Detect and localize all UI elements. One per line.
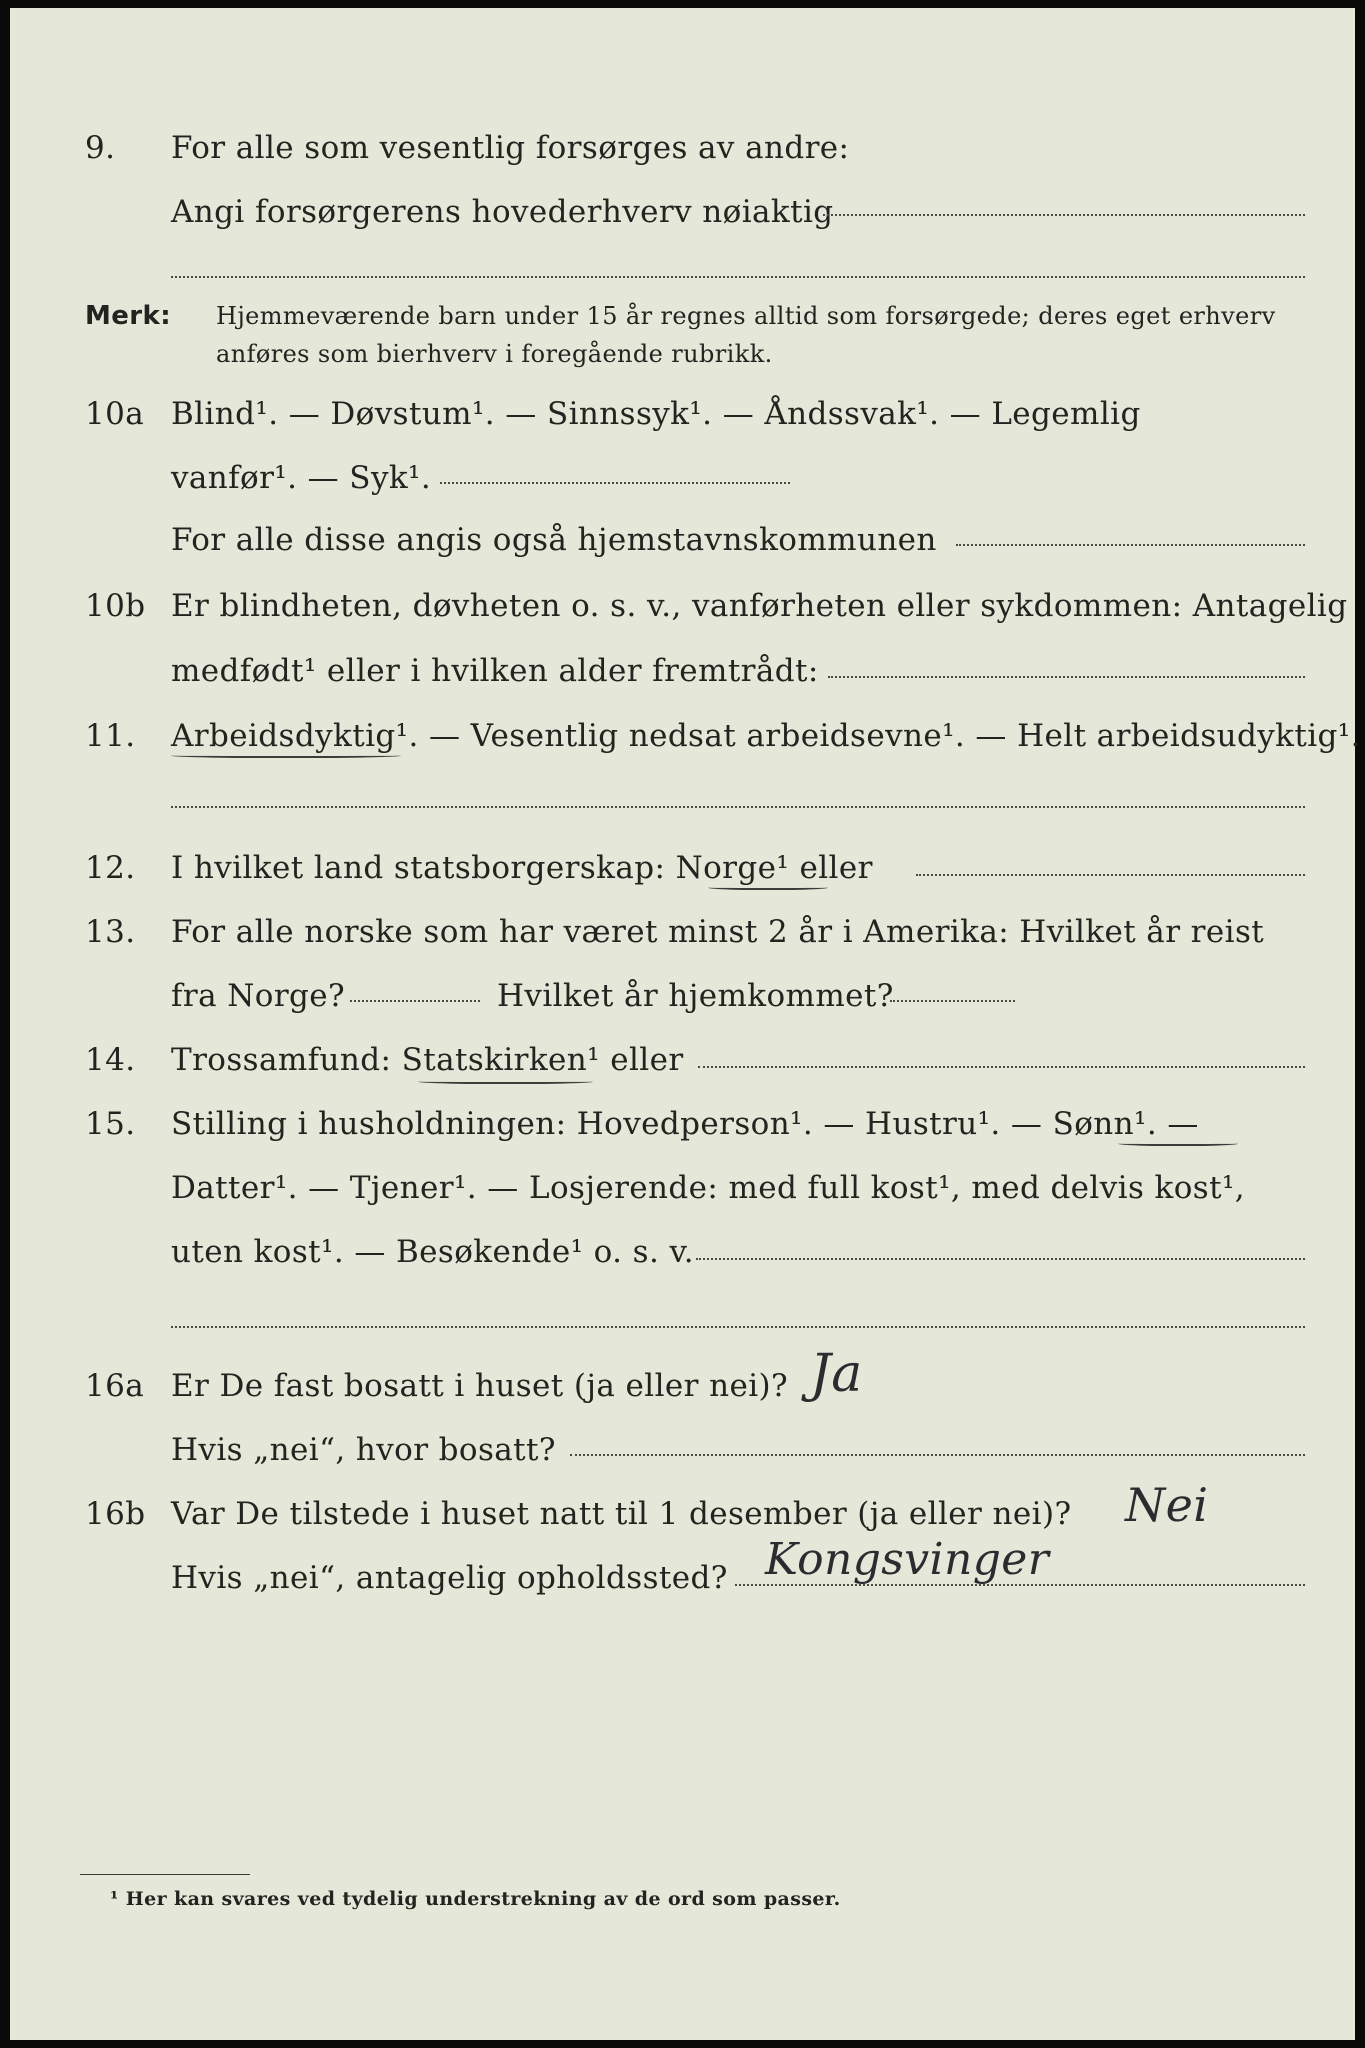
question-number: 12.: [85, 850, 136, 886]
question-text: Arbeidsdyktig¹. — Vesentlig nedsat arbeidsevne¹. — Helt arbeidsudyktig¹.: [171, 718, 1361, 754]
question-text: For alle disse angis også hjemstavnskommunen: [171, 522, 937, 558]
note-label: Merk:: [85, 301, 172, 331]
census-form-page: [10, 8, 1361, 2040]
answer-line: [171, 276, 1305, 278]
question-text: Hvis „nei“, hvor bosatt?: [171, 1432, 556, 1468]
answer-line: [570, 1454, 1305, 1456]
question-number: 15.: [85, 1106, 136, 1142]
answer-line: [171, 1326, 1305, 1328]
question-text: Er blindheten, døvheten o. s. v., vanførheten eller sykdommen: Antagelig: [171, 588, 1348, 624]
question-text: Angi forsørgerens hovederhverv nøiaktig: [171, 194, 834, 230]
answer-line: [823, 214, 1305, 216]
question-text: For alle som vesentlig forsørges av andre:: [171, 130, 850, 166]
question-text: I hvilket land statsborgerskap: Norge¹ eller: [171, 850, 873, 886]
answer-line: [696, 1258, 1305, 1260]
question-text: For alle norske som har været minst 2 år i Amerika: Hvilket år reist: [171, 914, 1265, 950]
question-text: Datter¹. — Tjener¹. — Losjerende: med full kost¹, med delvis kost¹,: [171, 1170, 1246, 1206]
handwritten-underline: [418, 1078, 593, 1084]
answer-line: [828, 676, 1305, 678]
footnote: ¹ Her kan svares ved tydelig understrekning av de ord som passer.: [110, 1888, 841, 1910]
question-text: Hvilket år hjemkommet?: [497, 978, 894, 1014]
question-number: 11.: [85, 718, 136, 754]
question-text: Stilling i husholdningen: Hovedperson¹. — Hustru¹. — Sønn¹. —: [171, 1106, 1199, 1142]
handwritten-answer: Kongsvinger: [765, 1534, 1050, 1585]
question-number: 10b: [85, 588, 146, 624]
question-text: uten kost¹. — Besøkende¹ o. s. v.: [171, 1234, 694, 1270]
answer-line: [956, 544, 1305, 546]
question-number: 13.: [85, 914, 136, 950]
question-text: Blind¹. — Døvstum¹. — Sinnssyk¹. — Åndssvak¹. — Legemlig: [171, 396, 1141, 432]
question-text: Er De fast bosatt i huset (ja eller nei)?: [171, 1368, 789, 1404]
answer-line: [171, 806, 1305, 808]
question-number: 16a: [85, 1368, 145, 1404]
answer-line: [916, 874, 1305, 876]
footnote-rule: [80, 1874, 250, 1875]
question-text: Var De tilstede i huset natt til 1 desember (ja eller nei)?: [171, 1496, 1072, 1532]
question-text: Trossamfund: Statskirken¹ eller: [171, 1042, 684, 1078]
note-text: Hjemmeværende barn under 15 år regnes alltid som forsørgede; deres eget erhverv: [216, 302, 1276, 330]
answer-line: [350, 1000, 480, 1002]
handwritten-underline: [171, 752, 401, 758]
handwritten-underline: [708, 884, 828, 890]
question-text: fra Norge?: [171, 978, 346, 1014]
question-text: Hvis „nei“, antagelig opholdssted?: [171, 1560, 728, 1596]
note-text: anføres som bierhverv i foregående rubrikk.: [216, 340, 773, 368]
handwritten-answer: Ja: [810, 1344, 863, 1404]
question-number: 14.: [85, 1042, 136, 1078]
question-number: 16b: [85, 1496, 146, 1532]
answer-line: [440, 482, 790, 484]
question-number: 10a: [85, 396, 145, 432]
handwritten-underline: [1118, 1140, 1238, 1146]
answer-line: [698, 1066, 1305, 1068]
answer-line: [890, 1000, 1015, 1002]
handwritten-answer: Nei: [1125, 1478, 1209, 1532]
question-number: 9.: [85, 130, 116, 166]
question-text: vanfør¹. — Syk¹.: [171, 460, 432, 496]
question-text: medfødt¹ eller i hvilken alder fremtrådt:: [171, 653, 819, 689]
